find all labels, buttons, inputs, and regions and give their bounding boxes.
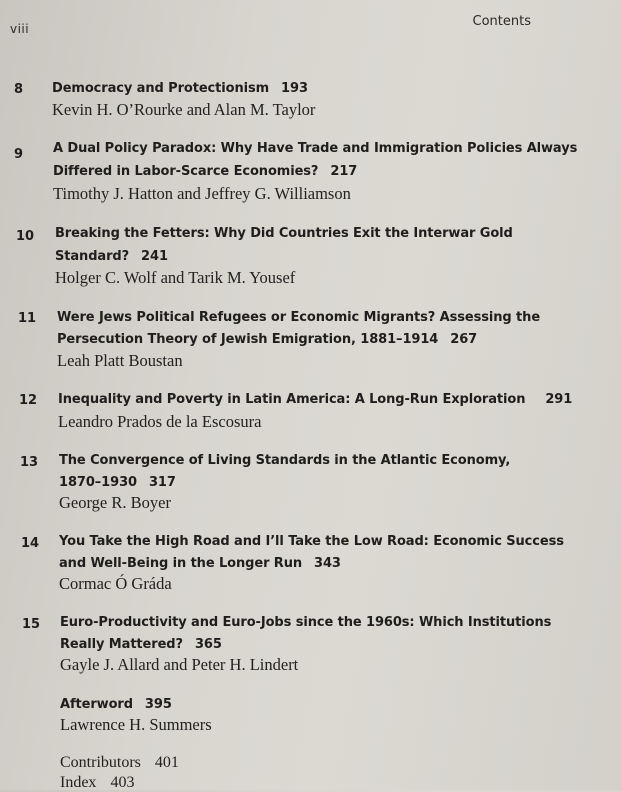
chapter-author: Holger C. Wolf and Tarik M. Yousef xyxy=(55,268,296,287)
contributors-page-number: 401 xyxy=(154,754,179,771)
chapter-author: Leah Platt Boustan xyxy=(57,351,183,370)
chapter-page-number: 343 xyxy=(314,556,341,571)
chapter-number: 13 xyxy=(20,455,39,470)
chapter-title-line-2: and Well-Being in the Longer Run 343 xyxy=(59,556,341,571)
chapter-number: 10 xyxy=(16,229,35,244)
chapter-page-number: 317 xyxy=(148,475,176,490)
chapter-title-line-2: Really Mattered? 365 xyxy=(60,637,222,652)
toc-entry-index: Index 403 xyxy=(60,774,135,791)
chapter-title-line-2: 1870–1930 317 xyxy=(59,475,176,490)
chapter-title: Democracy and Protectionism 193 xyxy=(52,81,308,96)
chapter-title: Inequality and Poverty in Latin America: A Long-Run Exploration 291 xyxy=(58,392,573,407)
chapter-number: 15 xyxy=(22,617,41,632)
chapter-page-number: 241 xyxy=(141,249,168,264)
chapter-page-number: 291 xyxy=(545,392,573,407)
chapter-title-line-2: Differed in Labor-Scarce Economies? 217 xyxy=(53,164,358,179)
chapter-number: 14 xyxy=(21,536,40,551)
chapter-number: 9 xyxy=(14,147,24,162)
chapter-author: George R. Boyer xyxy=(59,493,171,512)
toc-entry-contributors: Contributors 401 xyxy=(60,754,179,771)
afterword-page-number: 395 xyxy=(144,697,172,712)
chapter-title-line-1: Were Jews Political Refugees or Economic Migrants? Assessing the xyxy=(57,310,541,325)
chapter-title-line-1: A Dual Policy Paradox: Why Have Trade and Immigration Policies Always xyxy=(53,141,578,156)
chapter-page-number: 267 xyxy=(450,332,478,347)
afterword-title: Afterword 395 xyxy=(60,697,172,712)
index-page-number: 403 xyxy=(110,774,135,791)
chapter-author: Timothy J. Hatton and Jeffrey G. Williamson xyxy=(53,184,351,203)
chapter-author: Cormac Ó Gráda xyxy=(59,574,172,593)
chapter-title-line-1: Euro-Productivity and Euro-Jobs since the 1960s: Which Institutions xyxy=(60,615,552,630)
chapter-number: 12 xyxy=(19,393,38,408)
chapter-title-line-1: The Convergence of Living Standards in the Atlantic Economy, xyxy=(59,453,511,468)
chapter-author: Leandro Prados de la Escosura xyxy=(58,412,262,431)
chapter-title-line-2: Persecution Theory of Jewish Emigration, 1881–1914 267 xyxy=(57,332,478,347)
chapter-number: 11 xyxy=(18,311,37,326)
chapter-page-number: 217 xyxy=(330,164,358,179)
chapter-title-line-1: Breaking the Fetters: Why Did Countries Exit the Interwar Gold xyxy=(55,226,513,241)
chapter-number: 8 xyxy=(14,82,24,97)
afterword-author: Lawrence H. Summers xyxy=(60,715,212,734)
folio-page-number: viii xyxy=(10,22,30,36)
chapter-author: Kevin H. O’Rourke and Alan M. Taylor xyxy=(52,100,316,119)
chapter-title-line-2: Standard? 241 xyxy=(55,249,168,264)
chapter-page-number: 193 xyxy=(281,81,308,96)
chapter-author: Gayle J. Allard and Peter H. Lindert xyxy=(60,655,299,674)
running-head: Contents xyxy=(472,14,531,29)
chapter-page-number: 365 xyxy=(194,637,222,652)
chapter-title-line-1: You Take the High Road and I’ll Take the Low Road: Economic Success xyxy=(59,534,564,549)
